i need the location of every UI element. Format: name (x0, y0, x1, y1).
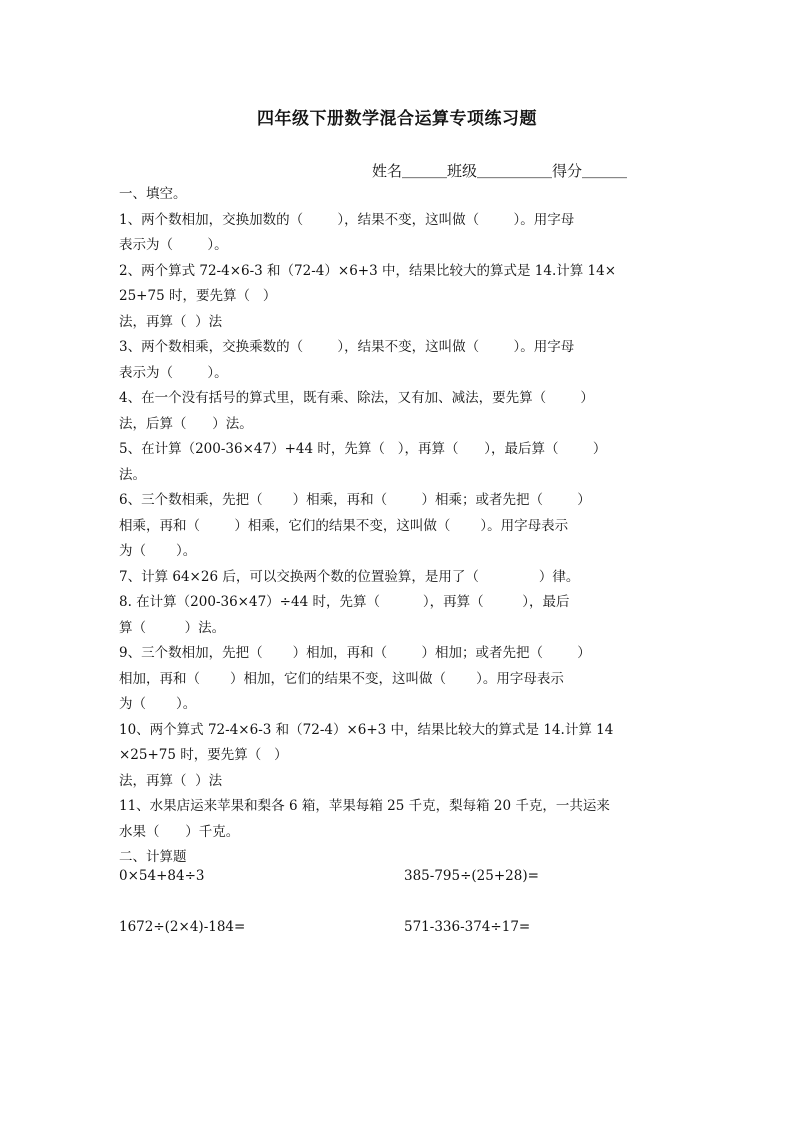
question-line: 25+75 时，要先算（ ） (119, 288, 277, 304)
question-line: 1、两个数相加，交换加数的（ ），结果不变，这叫做（ ）。用字母 (119, 211, 575, 228)
calculation-grid (119, 868, 684, 970)
calc-problem: 385-795÷(25+28)= (404, 868, 539, 884)
calc-problem: 0×54+84÷3 (119, 868, 205, 884)
fill-in-lines (119, 208, 684, 846)
question-line: 表示为（ ）。 (119, 364, 228, 381)
question-line: ×25+75 时，要先算（ ） (119, 747, 288, 763)
calc-row (119, 919, 684, 970)
question-line: 为（ ）。 (119, 696, 197, 712)
section-heading-calculation: 二、计算题 (119, 849, 187, 865)
calc-problem: 1672÷(2×4)-184= (119, 919, 246, 935)
fill-in-section (119, 182, 684, 871)
question-line: 法，再算（ ）法 (119, 313, 223, 330)
question-line: 9、三个数相加，先把（ ）相加，再和（ ）相加；或者先把（ ） (119, 645, 591, 661)
student-info-line: 姓名＿＿＿班级＿＿＿＿＿得分＿＿＿ (372, 162, 628, 180)
question-line: 法，再算（ ）法 (119, 772, 223, 789)
calc-row (119, 868, 684, 919)
page-title: 四年级下册数学混合运算专项练习题 (257, 109, 537, 129)
question-line: 5、在计算（200-36×47）+44 时，先算（ ），再算（ ），最后算（ ） (119, 441, 607, 457)
section-heading-fill-in: 一、填空。 (119, 186, 187, 202)
question-line: 6、三个数相乘，先把（ ）相乘，再和（ ）相乘；或者先把（ ） (119, 492, 591, 508)
question-line: 法。 (119, 466, 146, 483)
question-line: 7、计算 64×26 后，可以交换两个数的位置验算，是用了（ ）律。 (119, 568, 580, 585)
calc-problem: 571-336-374÷17= (404, 919, 531, 935)
question-line: 水果（ ）千克。 (119, 823, 240, 840)
question-line: 10、两个算式 72-4×6-3 和（72-4）×6+3 中，结果比较大的算式是 14.计算 14 (119, 721, 614, 738)
question-line: 2、两个算式 72-4×6-3 和（72-4）×6+3 中，结果比较大的算式是 14.计算 14× (119, 262, 617, 279)
question-line: 相加，再和（ ）相加，它们的结果不变，这叫做（ ）。用字母表示 (119, 670, 564, 687)
question-line: 为（ ）。 (119, 543, 197, 559)
question-line: 表示为（ ）。 (119, 237, 228, 253)
question-line: 3、两个数相乘，交换乘数的（ ），结果不变，这叫做（ ）。用字母 (119, 339, 575, 355)
question-line: 4、在一个没有括号的算式里，既有乘、除法，又有加、减法，要先算（ ） (119, 390, 594, 406)
question-line: 算（ ）法。 (119, 619, 226, 636)
question-line: 相乘，再和（ ）相乘，它们的结果不变，这叫做（ ）。用字母表示 (119, 517, 569, 534)
question-line: 法，后算（ ）法。 (119, 415, 253, 432)
question-line: 11、水果店运来苹果和梨各 6 箱，苹果每箱 25 千克，梨每箱 20 千克，一共运来 (119, 798, 610, 814)
question-line: 8. 在计算（200-36×47）÷44 时，先算（ ），再算（ ），最后 (119, 594, 570, 610)
